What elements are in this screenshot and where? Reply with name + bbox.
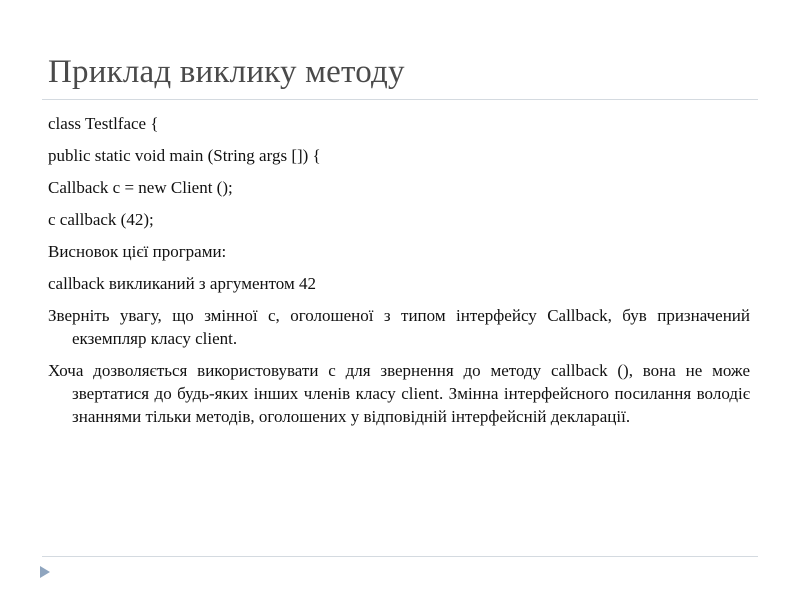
output-line: callback викликаний з аргументом 42 xyxy=(48,274,316,293)
slide-title: Приклад виклику методу xyxy=(48,54,405,90)
code-line-class: class Testlface { xyxy=(48,114,159,133)
triangle-right-icon xyxy=(40,566,50,578)
note-paragraph-1: Зверніть увагу, що змінної c, оголошеної з типом інтерфейсу Callback, був призначений екземпляр класу client. xyxy=(48,306,750,348)
note-paragraph-2: Хоча дозволяється використовувати с для звернення до методу callback (), вона не може звертатися до будь-яких інших членів класу client. Змінна інтерфейсного посилання володіє знаннями тільки методів, оголошених у відповідній інтерфейсній декларації. xyxy=(48,361,750,426)
title-divider xyxy=(42,99,758,100)
code-line-callback-new: Callback c = new Client (); xyxy=(48,178,233,197)
output-heading: Висновок цієї програми: xyxy=(48,242,227,261)
code-line-callback-call: c callback (42); xyxy=(48,210,154,229)
footer-divider xyxy=(42,556,758,557)
code-line-main: public static void main (String args []) { xyxy=(48,146,321,165)
slide-body xyxy=(48,112,750,437)
